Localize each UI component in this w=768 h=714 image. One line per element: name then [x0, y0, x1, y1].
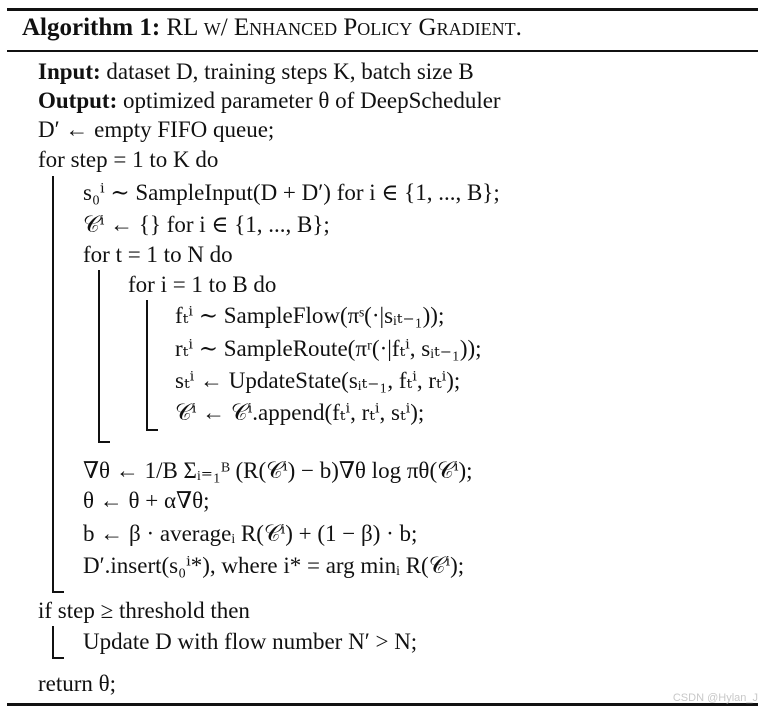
output-line [38, 89, 501, 112]
input-line [38, 60, 474, 83]
for-t-bar-end [98, 441, 110, 443]
for-step-bar [52, 176, 54, 592]
if-bar [52, 626, 54, 658]
if-step-line: if step ≥ threshold then [38, 598, 250, 623]
update-d-line: Update D with flow number N′ > N; [83, 629, 418, 654]
output-keyword: Output: [38, 88, 118, 113]
input-text: dataset D, training steps K, batch size B [106, 59, 474, 84]
for-step-bar-end [52, 591, 64, 593]
algorithm-title [22, 14, 522, 42]
title-rest: w/ Enhanced Policy Gradient. [203, 14, 522, 41]
update-state-line: sₜⁱ ← UpdateState(sᵢₜ₋₁, fₜⁱ, rₜⁱ); [175, 368, 461, 393]
bottom-rule [7, 703, 758, 706]
top-rule [7, 8, 758, 11]
init-c-line: 𝒞ⁱ ← {} for i ∈ {1, ..., B}; [83, 212, 330, 237]
gradient-line: ∇θ ← 1/B Σᵢ₌₁ᴮ (R(𝒞ⁱ) − b)∇θ log πθ(𝒞ⁱ); [83, 458, 473, 483]
output-text: optimized parameter θ of DeepScheduler [123, 88, 501, 113]
theta-update-line: θ ← θ + α∇θ; [83, 488, 210, 513]
input-keyword: Input: [38, 59, 101, 84]
for-step-line: for step = 1 to K do [38, 147, 219, 172]
append-line: 𝒞ⁱ ← 𝒞ⁱ.append(fₜⁱ, rₜⁱ, sₜⁱ); [175, 400, 425, 425]
algorithm-label: Algorithm 1: [22, 14, 161, 41]
for-i-line: for i = 1 to B do [128, 272, 277, 297]
init-queue-line: D′ ← empty FIFO queue; [38, 117, 275, 142]
if-bar-end [52, 657, 64, 659]
for-t-line: for t = 1 to N do [83, 242, 233, 267]
sample-flow-line: fₜⁱ ∼ SampleFlow(πˢ(·|sᵢₜ₋₁)); [175, 303, 445, 328]
for-i-bar-end [146, 429, 158, 431]
for-t-bar [98, 270, 100, 442]
return-line: return θ; [38, 671, 117, 696]
watermark: CSDN @Hylan_J [672, 692, 758, 704]
for-i-bar [146, 300, 148, 430]
baseline-line: b ← β · averageᵢ R(𝒞ⁱ) + (1 − β) · b; [83, 521, 418, 546]
sample-input-line: s₀ⁱ ∼ SampleInput(D + D′) for i ∈ {1, ..., B}; [83, 180, 500, 205]
mid-rule [7, 50, 758, 52]
insert-line: D′.insert(s₀ⁱ*), where i* = arg minᵢ R(𝒞ⁱ); [83, 553, 465, 578]
title-rl: RL [166, 14, 198, 41]
sample-route-line: rₜⁱ ∼ SampleRoute(πʳ(·|fₜⁱ, sᵢₜ₋₁)); [175, 336, 482, 361]
